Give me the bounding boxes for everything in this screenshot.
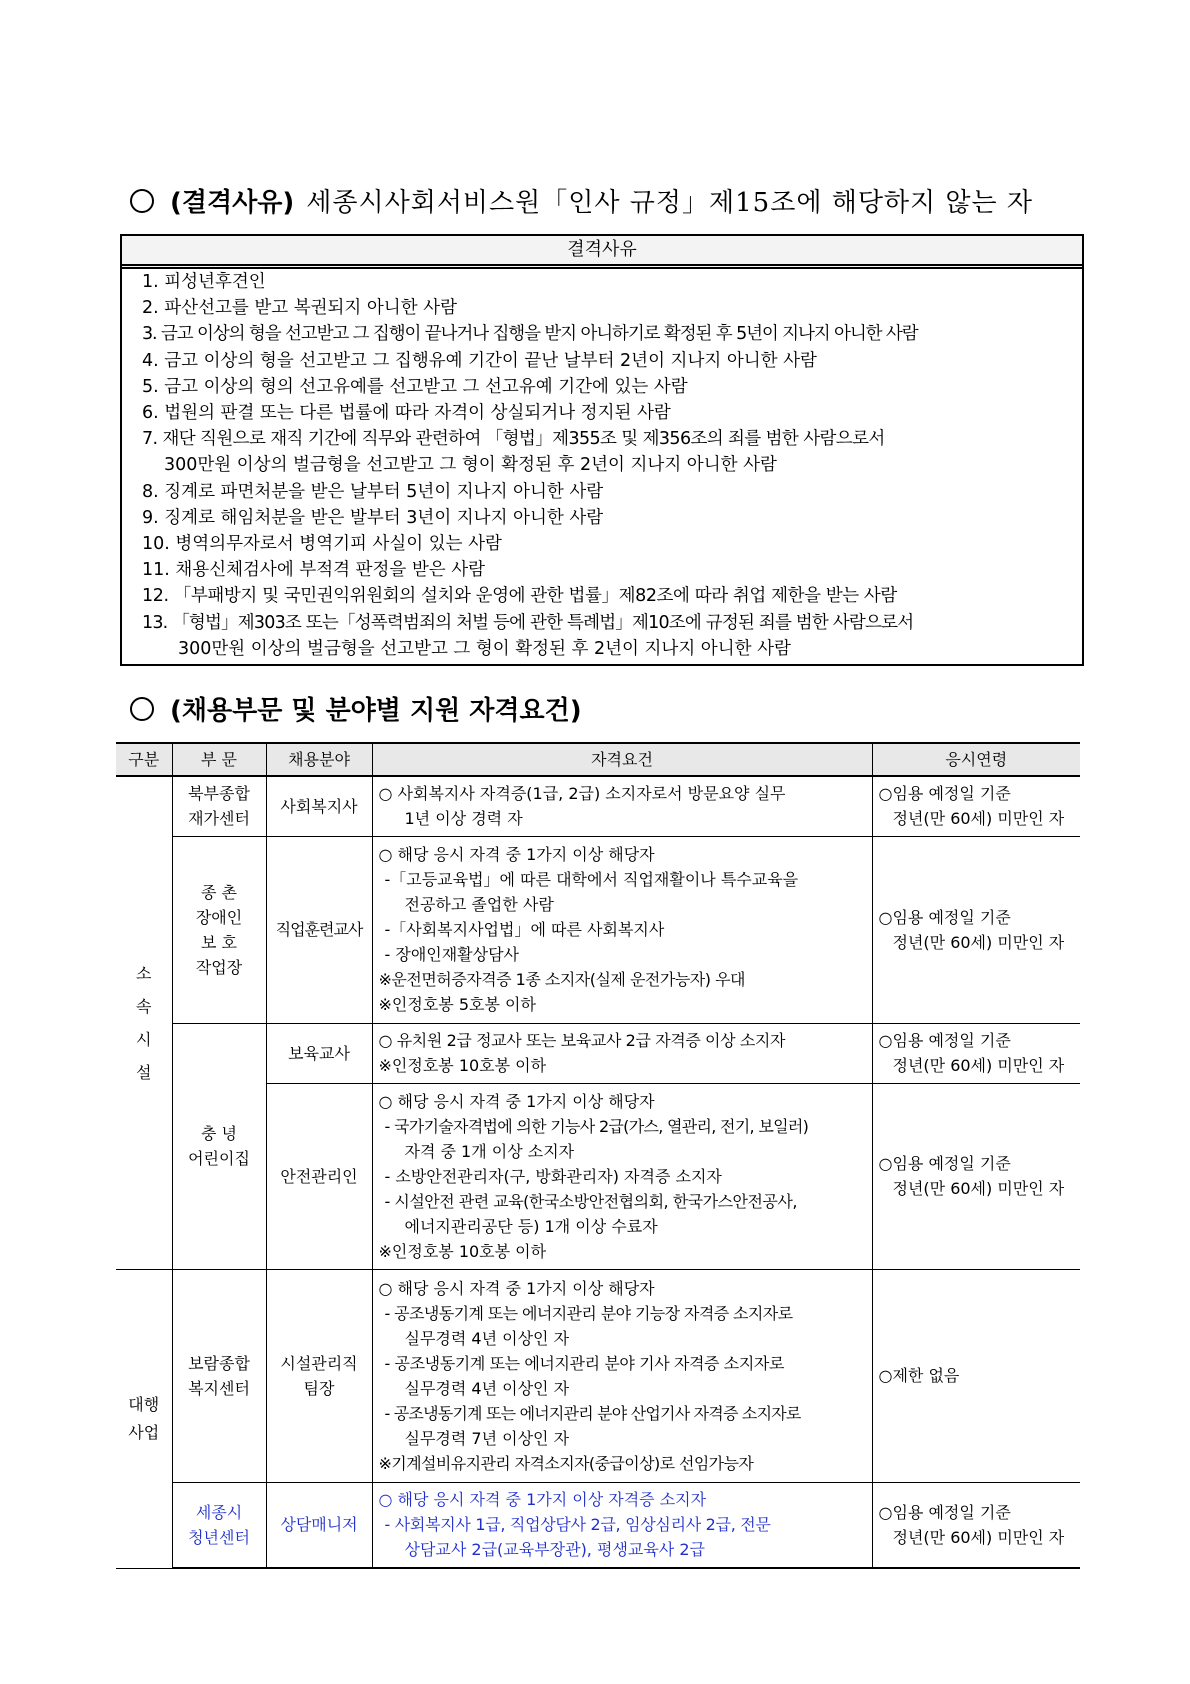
field-cell: 보육교사 — [266, 1023, 372, 1083]
age-cell: ○임용 예정일 기준 정년(만 60세) 미만인 자 — [872, 776, 1080, 836]
list-item: 8. 징계로 파면처분을 받은 날부터 5년이 지나지 아니한 사람 — [142, 481, 604, 502]
list-item: 6. 법원의 판결 또는 다른 법률에 따라 자격이 상실되거나 정지된 사람 — [142, 403, 671, 424]
dept-cell: 보람종합 복지센터 — [172, 1269, 266, 1482]
list-item: 7. 재단 직원으로 재직 기간에 직무와 관련하여 「형법」제355조 및 제356조의 죄를 범한 사람으로서 — [142, 429, 885, 450]
list-item: 12. 「부패방지 및 국민권익위원회의 설치와 운영에 관한 법률」제82조에 따라 취업 제한을 받는 사람 — [142, 586, 897, 607]
header-cell: 자격요건 — [372, 743, 872, 776]
requirements-heading — [130, 690, 582, 727]
age-cell: ○임용 예정일 기준 정년(만 60세) 미만인 자 — [872, 1083, 1080, 1269]
age-cell: ○임용 예정일 기준 정년(만 60세) 미만인 자 — [872, 1023, 1080, 1083]
list-item: 9. 징계로 해임처분을 받은 발부터 3년이 지나지 아니한 사람 — [142, 507, 604, 528]
circle-bullet-icon — [130, 189, 154, 213]
table-row — [116, 776, 1080, 836]
age-cell: ○제한 없음 — [872, 1269, 1080, 1482]
box-header: 결격사유 — [122, 236, 1082, 269]
requirement-cell: ○ 사회복지사 자격증(1급, 2급) 소지자로서 방문요양 실무 1년 이상 경력 자 — [372, 776, 872, 836]
table-header-row — [116, 743, 1080, 776]
disqualification-box — [120, 234, 1084, 666]
table-row — [116, 1023, 1080, 1083]
list-item: 3. 금고 이상의 형을 선고받고 그 집행이 끝나거나 집행을 받지 아니하기로 확정된 후 5년이 지나지 아니한 사람 — [142, 324, 918, 345]
requirement-cell: ○ 해당 응시 자격 중 1가지 이상 해당자 - 국가기술자격법에 의한 기능사 2급(가스, 열관리, 전기, 보일러) 자격 중 1개 이상 소지자 - 소방안전관리자(구, 방화관리자) 자격증 소지자 - 시설안전 관련 교육(한국소방안전협의회, 한국가스안전공사, 에너지관리공단 등) 1개 이상 수료자 ※인정호봉 10호봉 이하 — [372, 1083, 872, 1269]
requirements-table — [116, 742, 1080, 1569]
requirement-cell: ○ 유치원 2급 정교사 또는 보육교사 2급 자격증 이상 소지자 ※인정호봉 10호봉 이하 — [372, 1023, 872, 1083]
dept-cell: 충 녕 어린이집 — [172, 1023, 266, 1269]
group-cell: 대행 사업 — [116, 1269, 172, 1568]
disqualification-list — [122, 269, 1082, 662]
field-cell: 시설관리직 팀장 — [266, 1269, 372, 1482]
list-item: 2. 파산선고를 받고 복권되지 아니한 사람 — [142, 298, 457, 319]
disqualification-heading — [130, 182, 1033, 219]
field-cell: 사회복지사 — [266, 776, 372, 836]
list-item: 5. 금고 이상의 형의 선고유예를 선고받고 그 선고유예 기간에 있는 사람 — [142, 376, 688, 397]
header-cell: 채용분야 — [266, 743, 372, 776]
field-cell: 안전관리인 — [266, 1083, 372, 1269]
table-row — [116, 1482, 1080, 1568]
list-item: 11. 채용신체검사에 부적격 판정을 받은 사람 — [142, 560, 486, 581]
header-cell: 응시연령 — [872, 743, 1080, 776]
list-item: 300만원 이상의 벌금형을 선고받고 그 형이 확정된 후 2년이 지나지 아니한 사람 — [164, 455, 777, 476]
requirement-cell: ○ 해당 응시 자격 중 1가지 이상 해당자 -「고등교육법」에 따른 대학에서 직업재활이나 특수교육을 전공하고 졸업한 사람 -「사회복지사업법」에 따른 사회복지사 - 장애인재활상담사 ※운전면허증자격증 1종 소지자(실제 운전가능자) 우대 ※인정호봉 5호봉 이하 — [372, 836, 872, 1023]
dept-cell: 종 촌 장애인 보 호 작업장 — [172, 836, 266, 1023]
header-cell: 부 문 — [172, 743, 266, 776]
age-cell: ○임용 예정일 기준 정년(만 60세) 미만인 자 — [872, 1482, 1080, 1568]
group-cell: 소 속 시 설 — [116, 776, 172, 1269]
field-cell: 직업훈련교사 — [266, 836, 372, 1023]
age-cell: ○임용 예정일 기준 정년(만 60세) 미만인 자 — [872, 836, 1080, 1023]
heading-text: 세종시사회서비스원「인사 규정」제15조에 해당하지 않는 자 — [306, 188, 1034, 218]
list-item: 10. 병역의무자로서 병역기피 사실이 있는 사람 — [142, 534, 502, 555]
field-cell: 상담매니저 — [266, 1482, 372, 1568]
table-row — [116, 1269, 1080, 1482]
list-item: 4. 금고 이상의 형을 선고받고 그 집행유예 기간이 끝난 날부터 2년이 지나지 아니한 사람 — [142, 350, 817, 371]
header-cell: 구분 — [116, 743, 172, 776]
dept-cell: 세종시 청년센터 — [172, 1482, 266, 1568]
list-item: 300만원 이상의 벌금형을 선고받고 그 형이 확정된 후 2년이 지나지 아니한 사람 — [178, 638, 791, 659]
heading-bold: (결격사유) — [170, 188, 295, 218]
circle-bullet-icon — [130, 697, 154, 721]
table-row — [116, 836, 1080, 1023]
heading-bold: (채용부문 및 분야별 지원 자격요건) — [170, 696, 582, 726]
requirement-cell: ○ 해당 응시 자격 중 1가지 이상 해당자 - 공조냉동기계 또는 에너지관리 분야 기능장 자격증 소지자로 실무경력 4년 이상인 자 - 공조냉동기계 또는 에너지관리 분야 기사 자격증 소지자로 실무경력 4년 이상인 자 - 공조냉동기계 또는 에너지관리 분야 산업기사 자격증 소지자로 실무경력 7년 이상인 자 ※기계설비유지관리 자격소지자(중급이상)로 선임가능자 — [372, 1269, 872, 1482]
dept-cell: 북부종합 재가센터 — [172, 776, 266, 836]
requirement-cell: ○ 해당 응시 자격 중 1가지 이상 자격증 소지자 - 사회복지사 1급, 직업상담사 2급, 임상심리사 2급, 전문 상담교사 2급(교육부장관), 평생교육사 2급 — [372, 1482, 872, 1568]
list-item: 13. 「형법」제303조 또는「성폭력범죄의 처벌 등에 관한 특례법」제10조에 규정된 죄를 범한 사람으로서 — [142, 612, 914, 633]
list-item: 1. 피성년후견인 — [142, 272, 266, 292]
